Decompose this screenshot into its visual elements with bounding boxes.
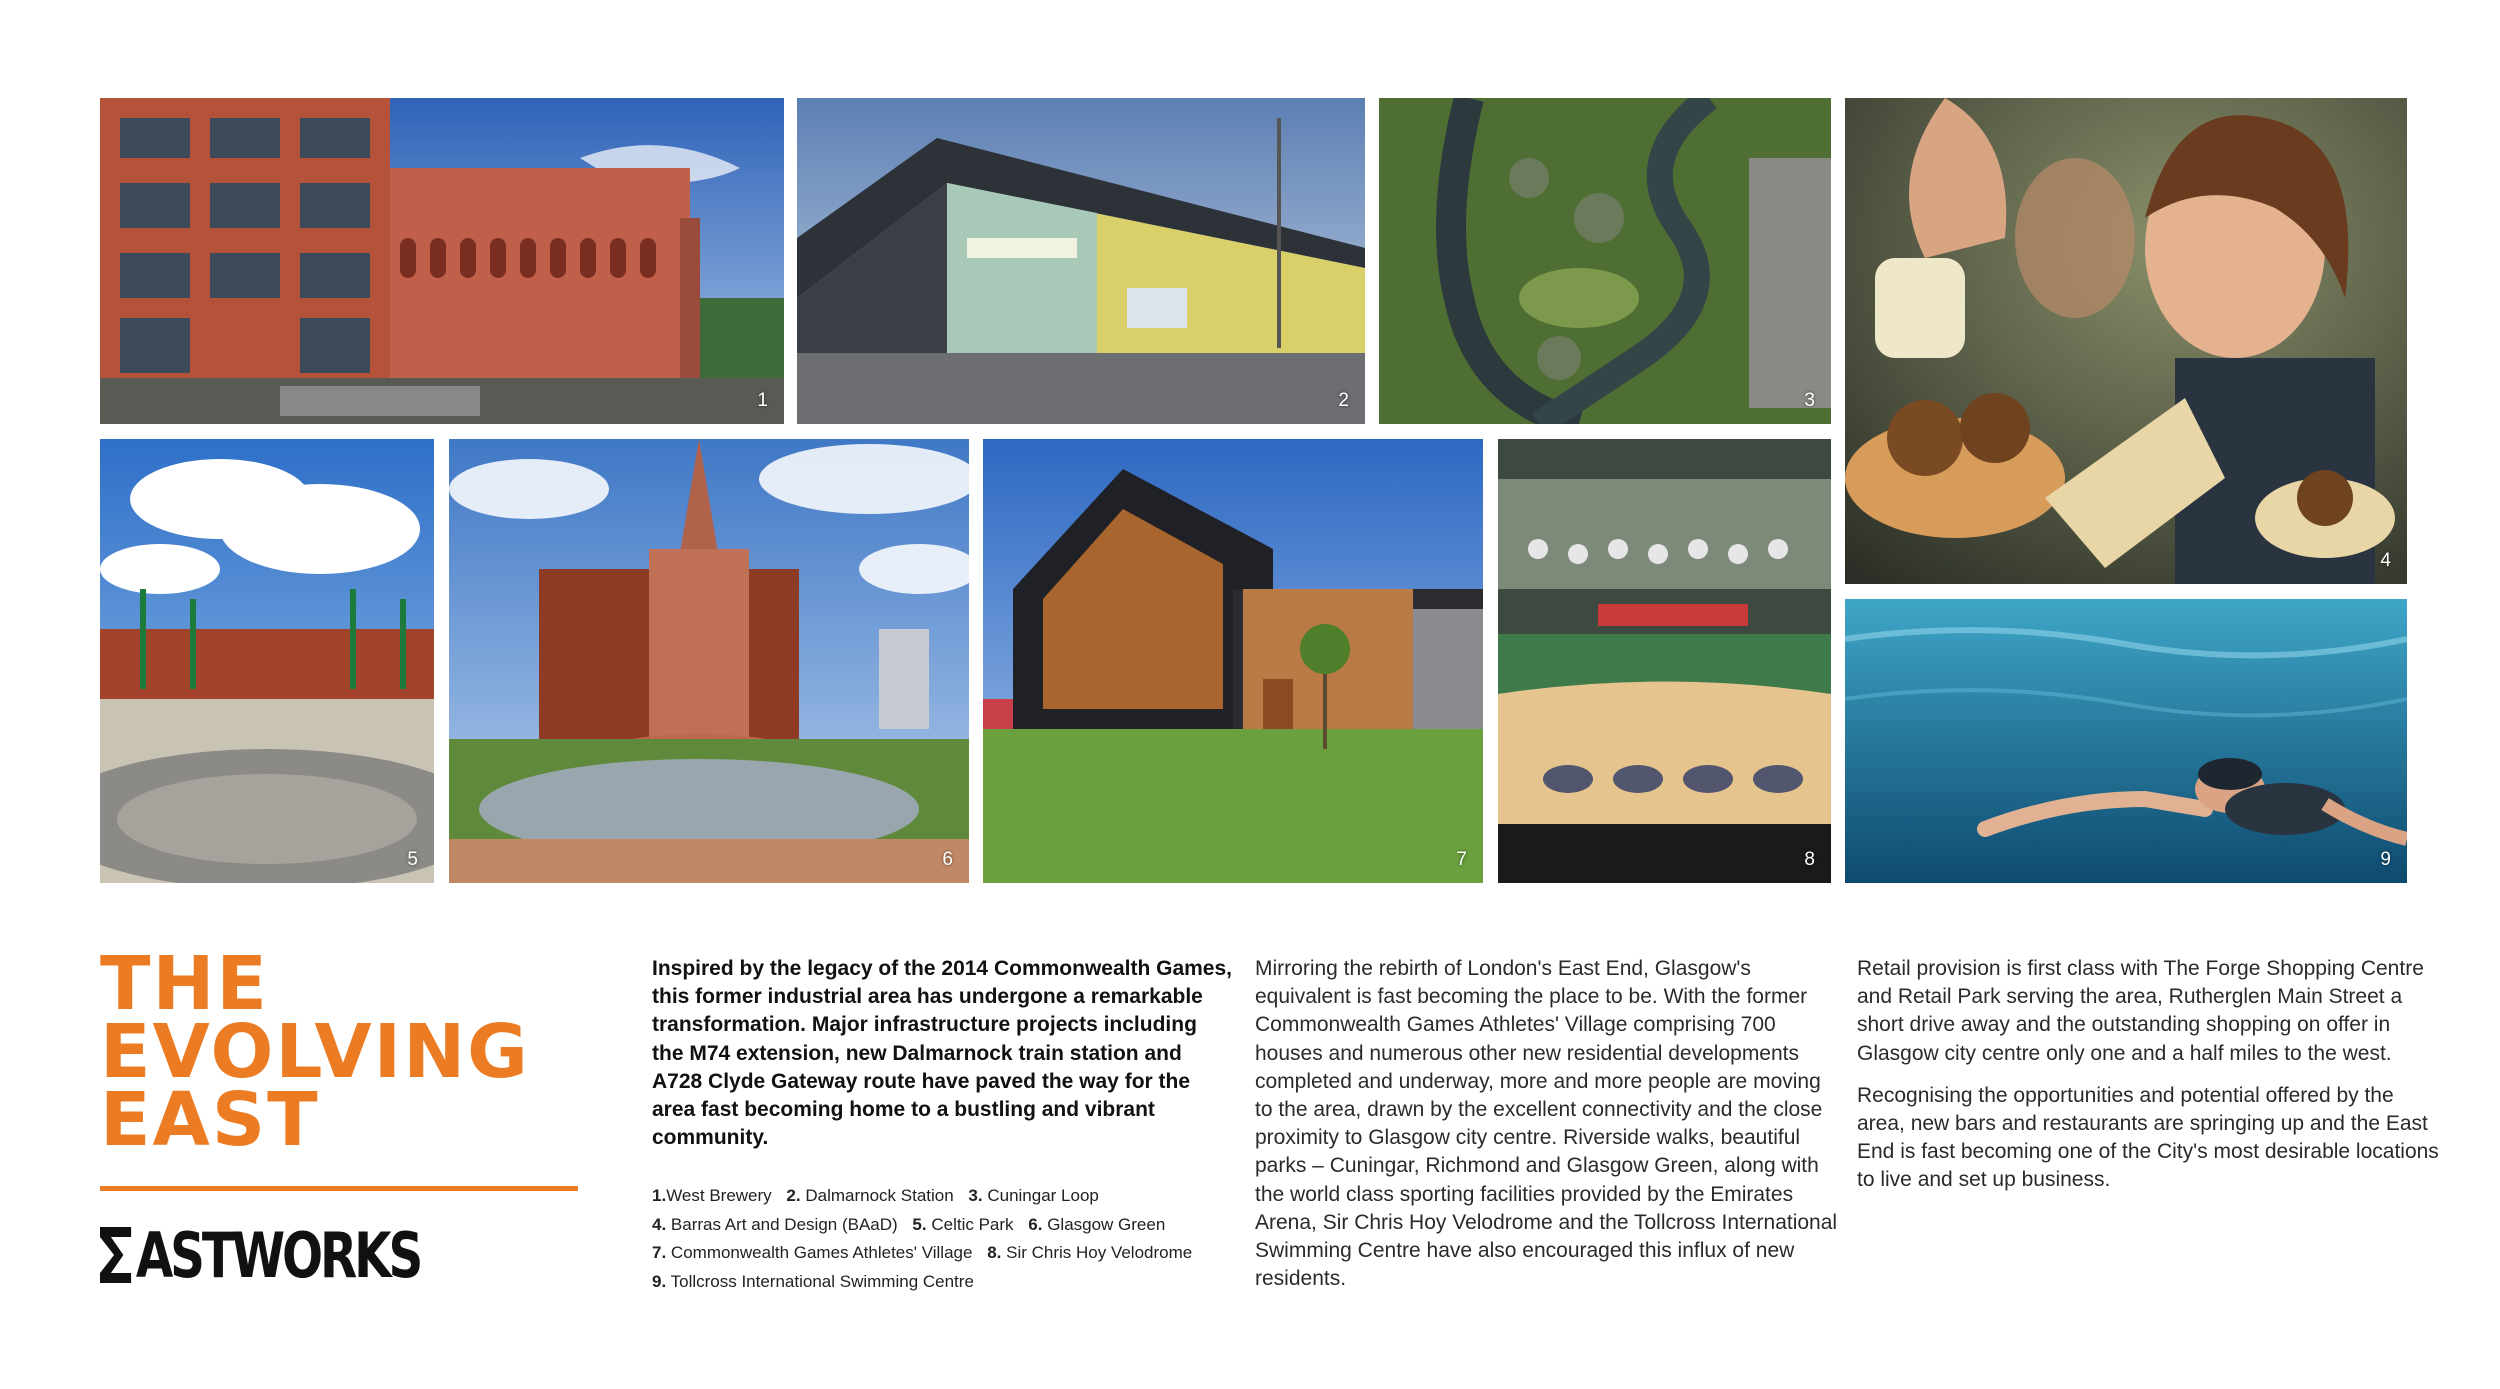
photo-velodrome	[1498, 439, 1831, 883]
swimming-centre-image	[1845, 599, 2407, 883]
photo-food-market	[1845, 98, 2407, 584]
west-brewery-image	[100, 98, 784, 424]
photo-swimming-centre	[1845, 599, 2407, 883]
page-title	[100, 941, 620, 1163]
legend-row	[652, 1211, 1232, 1240]
eastworks-logo	[100, 1218, 421, 1292]
title-line-2: EVOLVING	[100, 1009, 530, 1095]
title-line-3: EAST	[100, 1077, 320, 1163]
glasgow-green-image	[449, 439, 969, 883]
eastworks-e-mark-icon	[100, 1227, 131, 1283]
photo-number: 4	[2380, 550, 2391, 571]
title-line-1: THE	[100, 941, 269, 1027]
celtic-park-image	[100, 439, 434, 883]
photo-number: 7	[1456, 849, 1467, 870]
legend-row	[652, 1268, 1232, 1297]
body-paragraph: Mirroring the rebirth of London's East End, Glasgow's equivalent is fast becoming the place to be. With the former Commonwealth Games Athletes' Village comprising 700 houses and numerous other new residential developments completed and underway, more and more people are moving to the area, drawn by the excellent connectivity and the close proximity to Glasgow city centre. Riverside walks, beautiful parks – Cuningar, Richmond and Glasgow Green, along with the world class sporting facilities provided by the Emirates Arena, Sir Chris Hoy Velodrome and the Tollcross International Swimming Centre have also encouraged this influx of new residents.	[1255, 957, 1838, 1291]
body-paragraph: Retail provision is first class with The Forge Shopping Centre and Retail Park serving the area, Rutherglen Main Street a short drive away and the outstanding shopping on offer in Glasgow city centre only one and a half miles to the west.	[1857, 957, 2424, 1065]
photo-number: 1	[757, 390, 768, 411]
photo-legend	[652, 1182, 1232, 1296]
legend-item: 2. Dalmarnock Station	[786, 1186, 954, 1206]
cuningar-loop-image	[1379, 98, 1831, 424]
photo-number: 5	[407, 849, 418, 870]
legend-item: 3. Cuningar Loop	[968, 1186, 1099, 1206]
photo-athletes-village	[983, 439, 1483, 883]
legend-item: 6. Glasgow Green	[1028, 1214, 1166, 1234]
food-market-image	[1845, 98, 2407, 584]
body-column-3	[1857, 955, 2447, 1209]
photo-number: 3	[1804, 390, 1815, 411]
title-divider	[100, 1186, 578, 1191]
velodrome-image	[1498, 439, 1831, 883]
intro-column	[652, 955, 1232, 1296]
photo-celtic-park	[100, 439, 434, 883]
photo-glasgow-green	[449, 439, 969, 883]
photo-dalmarnock-station	[797, 98, 1365, 424]
photo-cuningar-loop	[1379, 98, 1831, 424]
legend-item: 4. Barras Art and Design (BAaD)	[652, 1214, 898, 1234]
legend-item: 8. Sir Chris Hoy Velodrome	[987, 1243, 1193, 1263]
legend-item: 1.West Brewery	[652, 1186, 772, 1206]
logo-text: ASTWORKS	[135, 1218, 421, 1292]
legend-row	[652, 1239, 1232, 1268]
photo-west-brewery	[100, 98, 784, 424]
legend-item: 5. Celtic Park	[912, 1214, 1014, 1234]
dalmarnock-station-image	[797, 98, 1365, 424]
legend-item: 7. Commonwealth Games Athletes' Village	[652, 1243, 973, 1263]
intro-paragraph: Inspired by the legacy of the 2014 Commonwealth Games, this former industrial area has undergone a remarkable transformation. Major infrastructure projects including the M74 extension, new Dalmarnock train station and A728 Clyde Gateway route have paved the way for the area fast becoming home to a bustling and vibrant community.	[652, 957, 1233, 1150]
legend-row	[652, 1182, 1232, 1211]
body-paragraph: Recognising the opportunities and potential offered by the area, new bars and restaurants are springing up and the East End is fast becoming one of the City's most desirable locations to live and set up business.	[1857, 1083, 2439, 1192]
legend-item: 9. Tollcross International Swimming Centre	[652, 1271, 974, 1291]
body-column-2	[1255, 955, 1840, 1307]
photo-number: 8	[1804, 849, 1815, 870]
photo-number: 2	[1338, 390, 1349, 411]
photo-number: 9	[2380, 849, 2391, 870]
photo-number: 6	[942, 849, 953, 870]
athletes-village-image	[983, 439, 1483, 883]
